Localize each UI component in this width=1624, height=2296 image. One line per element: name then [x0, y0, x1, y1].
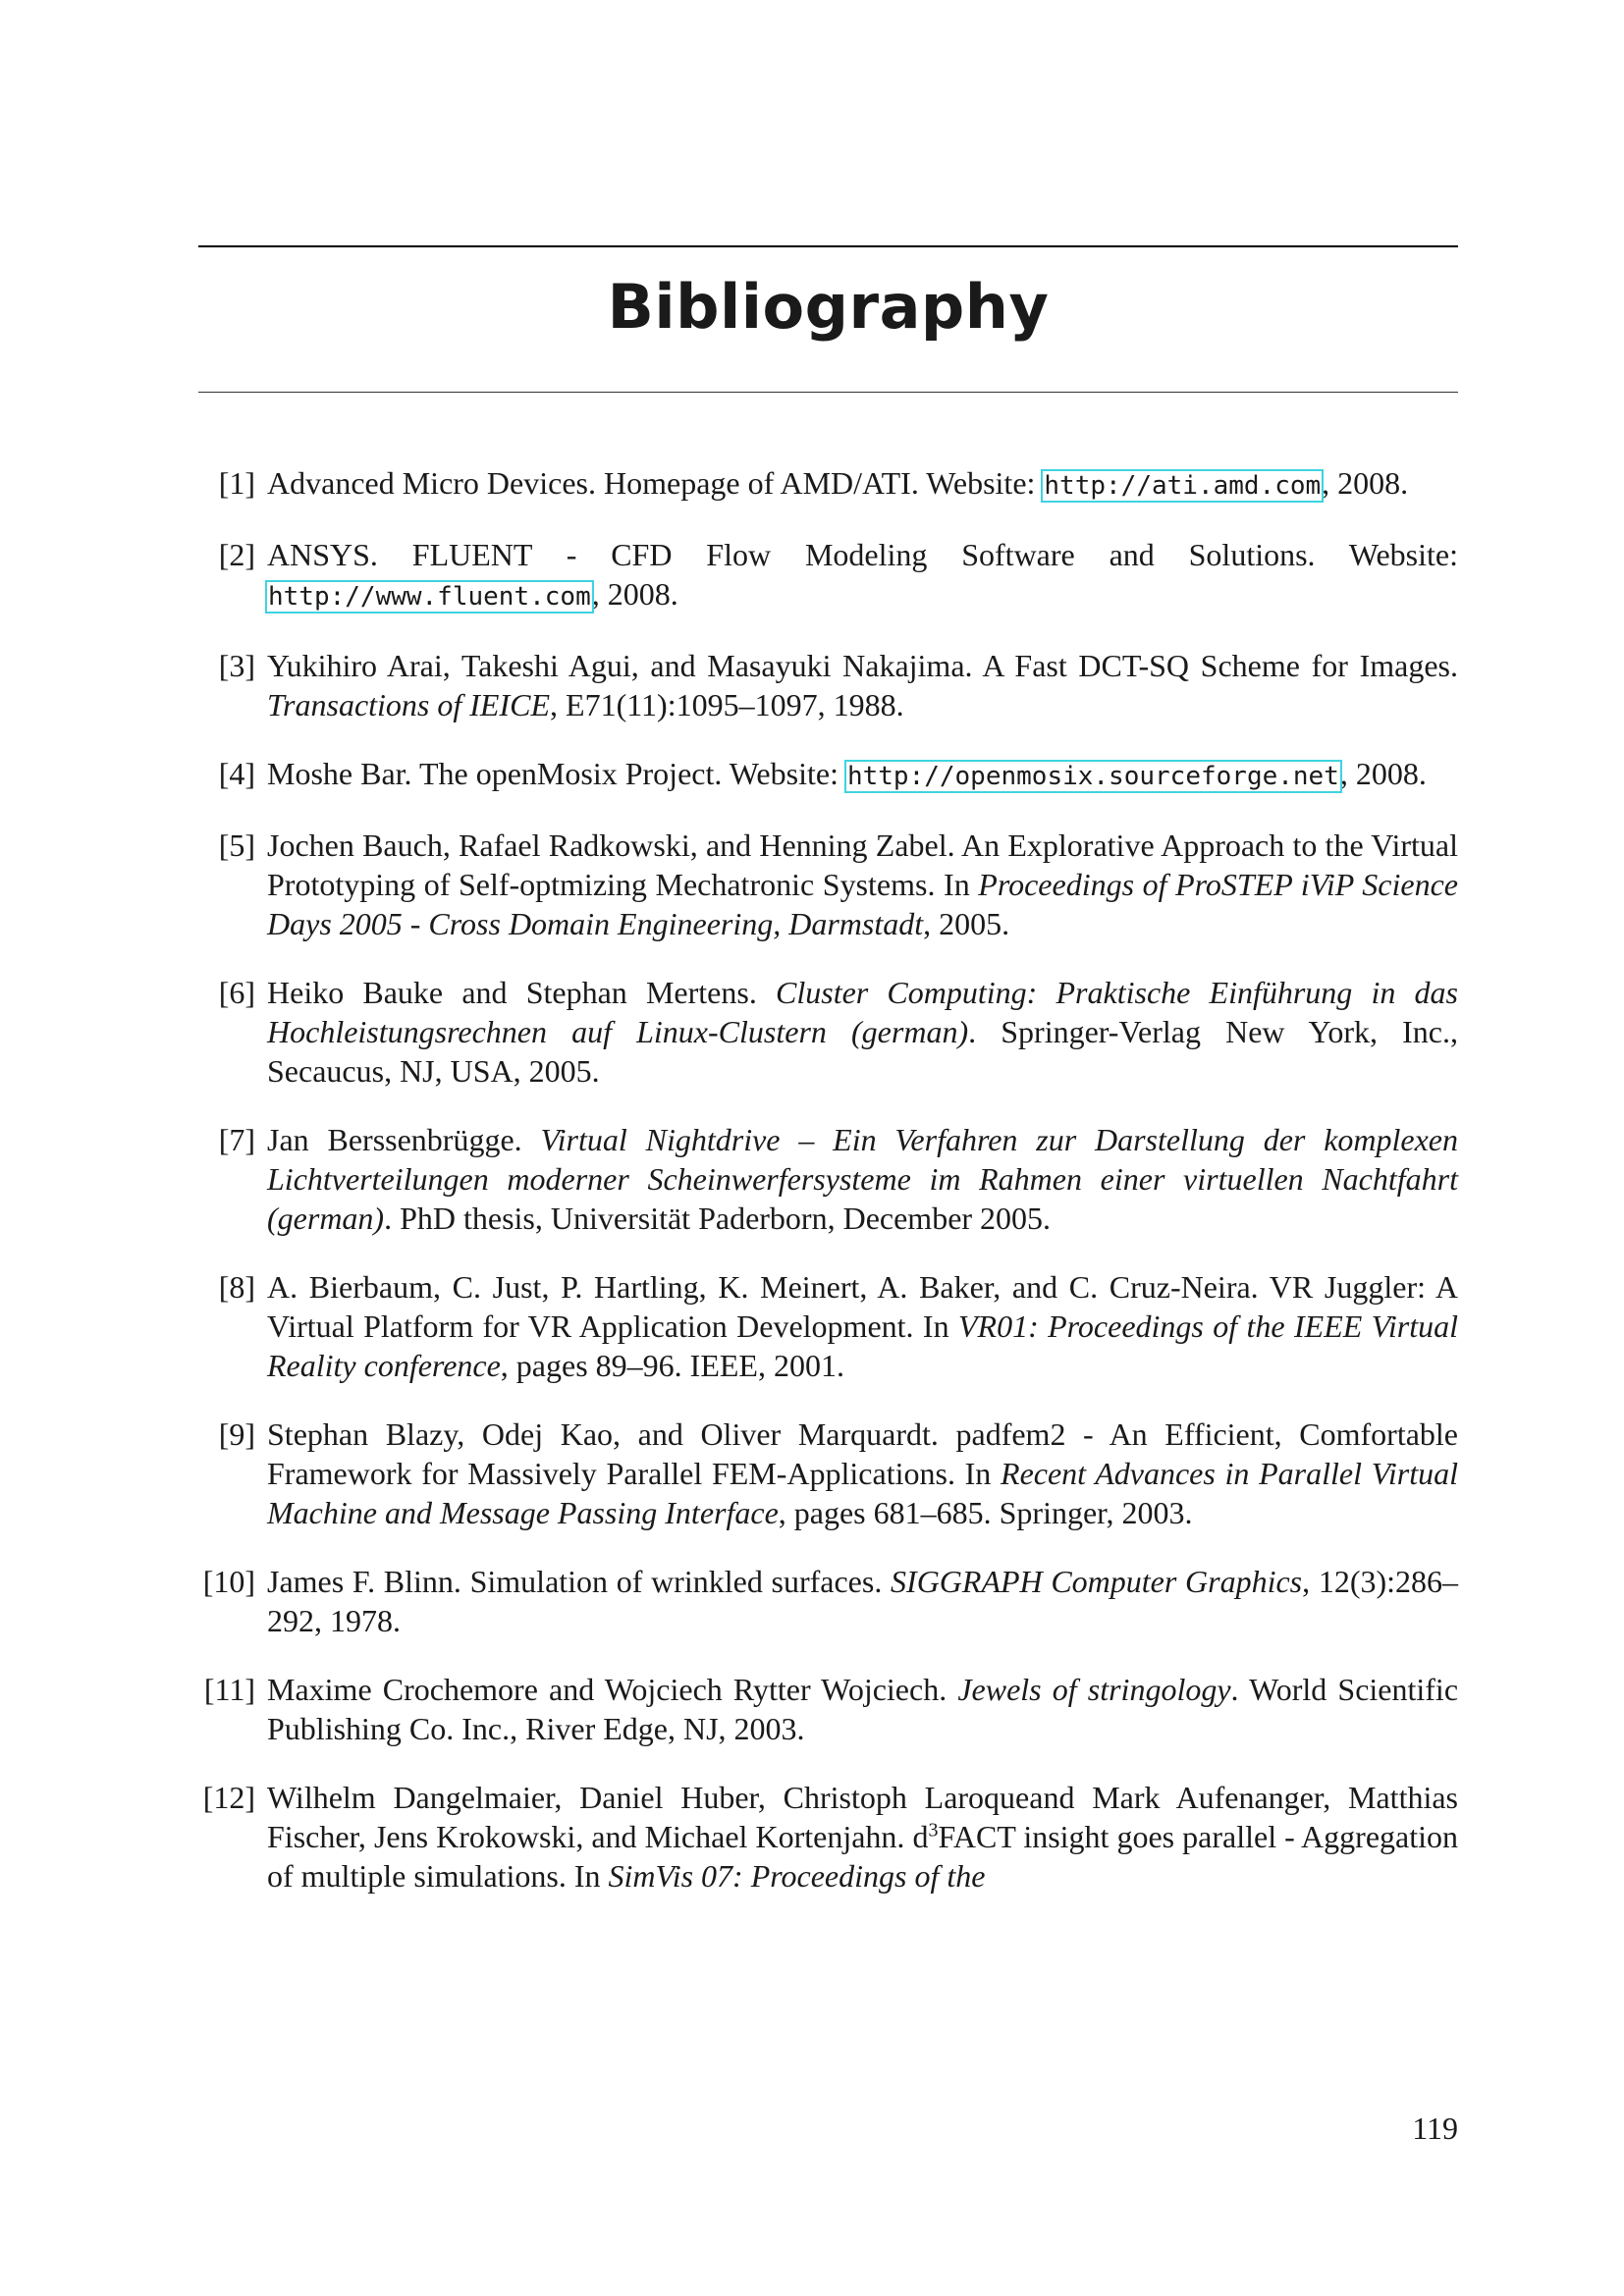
reference-item [198, 973, 1458, 1091]
reference-item [198, 1562, 1458, 1640]
reference-text-tail: , 12(3):286–292, 1978. [267, 1564, 1459, 1638]
reference-text-tail: , 2008. [1322, 465, 1409, 501]
reference-link[interactable]: http://openmosix.sourceforge.net [846, 762, 1339, 791]
reference-text-tail: . PhD thesis, Universität Paderborn, December 2005. [384, 1201, 1052, 1236]
reference-item [198, 646, 1458, 724]
reference-number: [10] [202, 1564, 255, 1599]
reference-number: [2] [218, 537, 255, 572]
reference-text: Moshe Bar. The openMosix Project. Website: [267, 756, 846, 791]
reference-text: Jochen Bauch, Rafael Radkowski, and Henning Zabel. An Explorative Approach to the Virtual Prototyping of Self-optmizing Mechatronic Systems. In [267, 828, 1458, 902]
reference-number: [5] [218, 828, 255, 863]
reference-number: [4] [218, 756, 255, 791]
reference-text: Wilhelm Dangelmaier, Daniel Huber, Christoph Laroqueand Mark Aufenanger, Matthias Fischer, Jens Krokowski, and Michael Kortenjahn. d [267, 1780, 1458, 1854]
reference-venue: Recent Advances in Parallel Virtual Machine and Message Passing Interface [267, 1456, 1458, 1530]
reference-text: Stephan Blazy, Odej Kao, and Oliver Marquardt. padfem2 - An Efficient, Comfortable Framework for Massively Parallel FEM-Applications. In [267, 1416, 1458, 1491]
reference-number: [6] [218, 975, 255, 1010]
reference-venue: SimVis 07: Proceedings of the [608, 1858, 986, 1894]
reference-text-tail: , pages 89–96. IEEE, 2001. [500, 1348, 844, 1383]
reference-text: ANSYS. FLUENT - CFD Flow Modeling Software and Solutions. Website: [267, 537, 1458, 572]
reference-number: [11] [203, 1672, 255, 1707]
reference-text: Jan Berssenbrügge. [267, 1122, 541, 1157]
reference-number: [8] [218, 1269, 255, 1305]
chapter-title: Bibliography [607, 271, 1050, 343]
reference-text-tail: , 2005. [923, 906, 1010, 941]
reference-item [198, 1120, 1458, 1238]
reference-text-mid: FACT insight goes parallel - Aggregation of multiple simulations. In [267, 1819, 1458, 1894]
reference-text-tail: , 2008. [591, 576, 678, 612]
reference-venue: Jewels of stringology [957, 1672, 1231, 1707]
reference-item [198, 535, 1458, 616]
reference-link[interactable]: http://www.fluent.com [268, 582, 591, 612]
reference-item [198, 463, 1458, 506]
reference-item [198, 1415, 1458, 1532]
reference-text: A. Bierbaum, C. Just, P. Hartling, K. Meinert, A. Baker, and C. Cruz-Neira. VR Juggler: A Virtual Platform for VR Application Development. In [267, 1269, 1458, 1344]
reference-text: Advanced Micro Devices. Homepage of AMD/ATI. Website: [267, 465, 1044, 501]
reference-venue: Virtual Nightdrive – Ein Verfahren zur Darstellung der komplexen Lichtverteilungen moderner Scheinwerfersysteme im Rahmen einer virtuellen Nachtfahrt (german) [267, 1122, 1458, 1236]
reference-number: [3] [218, 648, 255, 683]
reference-venue: SIGGRAPH Computer Graphics [891, 1564, 1303, 1599]
reference-venue: Cluster Computing: Praktische Einführung in das Hochleistungsrechnen auf Linux-Clustern (german) [267, 975, 1459, 1049]
reference-superscript: 3 [928, 1819, 939, 1842]
title-rule-top [198, 245, 1458, 247]
reference-text: James F. Blinn. Simulation of wrinkled surfaces. [267, 1564, 892, 1599]
reference-text-tail: . Springer-Verlag New York, Inc., Secaucus, NJ, USA, 2005. [267, 1014, 1459, 1089]
reference-text-tail: . World Scientific Publishing Co. Inc., River Edge, NJ, 2003. [267, 1672, 1459, 1746]
reference-number: [9] [218, 1416, 255, 1452]
reference-link[interactable]: http://ati.amd.com [1044, 471, 1322, 501]
reference-text: Yukihiro Arai, Takeshi Agui, and Masayuki Nakajima. A Fast DCT-SQ Scheme for Images. [267, 648, 1458, 683]
reference-number: [1] [218, 465, 255, 501]
reference-venue: Proceedings of ProSTEP iViP Science Days 2005 - Cross Domain Engineering, Darmstadt [267, 867, 1459, 941]
page-number: 119 [1412, 2110, 1458, 2146]
reference-item [198, 1670, 1458, 1748]
reference-text-tail: , E71(11):1095–1097, 1988. [550, 687, 904, 722]
reference-text-tail: , pages 681–685. Springer, 2003. [778, 1495, 1193, 1530]
reference-item [198, 754, 1458, 796]
reference-venue: Transactions of IEICE [267, 687, 551, 722]
reference-list [198, 463, 1458, 1925]
reference-item [198, 826, 1458, 943]
reference-text-tail: , 2008. [1339, 756, 1427, 791]
reference-number: [7] [218, 1122, 255, 1157]
reference-item [198, 1778, 1458, 1896]
title-rule-bottom [198, 392, 1458, 393]
reference-number: [12] [202, 1780, 255, 1815]
reference-text: Maxime Crochemore and Wojciech Rytter Wojciech. [267, 1672, 958, 1707]
reference-item [198, 1267, 1458, 1385]
reference-text: Heiko Bauke and Stephan Mertens. [267, 975, 777, 1010]
reference-venue: VR01: Proceedings of the IEEE Virtual Reality conference [267, 1308, 1459, 1383]
